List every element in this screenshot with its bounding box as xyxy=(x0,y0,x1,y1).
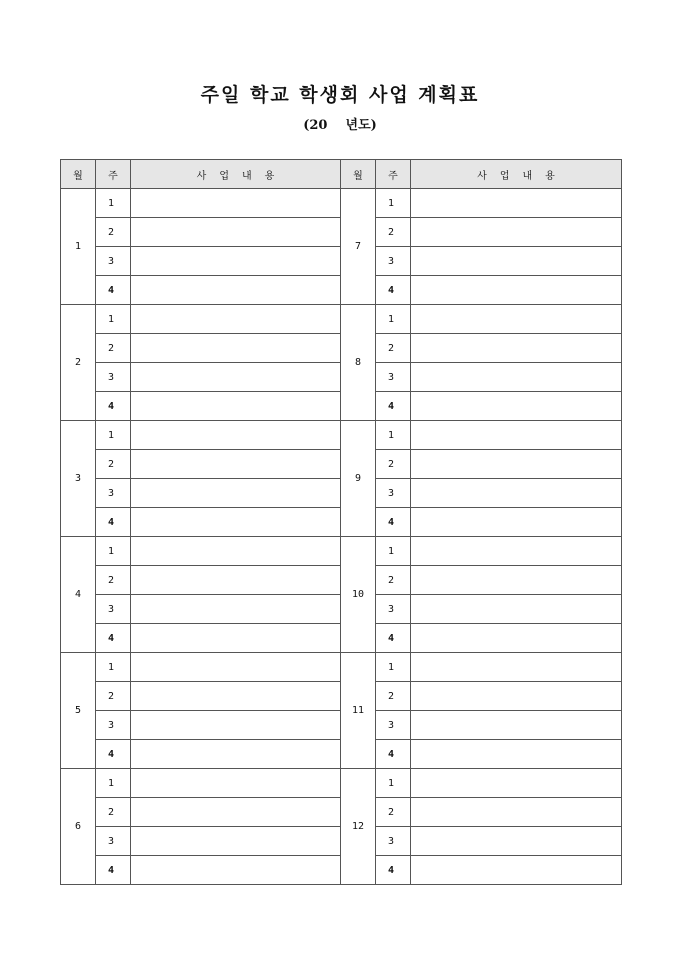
content-cell[interactable] xyxy=(131,769,341,798)
week-cell: 1 xyxy=(96,769,131,798)
week-cell: 1 xyxy=(376,769,411,798)
content-cell[interactable] xyxy=(131,653,341,682)
content-cell[interactable] xyxy=(131,218,341,247)
week-cell: 4 xyxy=(376,856,411,885)
month-cell: 11 xyxy=(341,653,376,769)
content-cell[interactable] xyxy=(131,450,341,479)
week-cell: 3 xyxy=(376,827,411,856)
month-cell: 7 xyxy=(341,189,376,305)
week-cell: 2 xyxy=(376,218,411,247)
content-cell[interactable] xyxy=(131,305,341,334)
week-cell: 2 xyxy=(96,566,131,595)
week-cell: 1 xyxy=(96,189,131,218)
header-row xyxy=(61,160,622,189)
week-cell: 3 xyxy=(96,479,131,508)
content-cell[interactable] xyxy=(411,508,622,537)
month-cell: 6 xyxy=(61,769,96,885)
week-cell: 1 xyxy=(96,537,131,566)
week-cell: 2 xyxy=(376,450,411,479)
week-cell: 2 xyxy=(96,334,131,363)
content-cell[interactable] xyxy=(411,595,622,624)
week-cell: 4 xyxy=(96,624,131,653)
week-cell: 3 xyxy=(376,479,411,508)
month-cell: 1 xyxy=(61,189,96,305)
content-cell[interactable] xyxy=(131,827,341,856)
plan-body xyxy=(61,189,622,885)
week-cell: 3 xyxy=(96,827,131,856)
content-cell[interactable] xyxy=(131,363,341,392)
week-cell: 4 xyxy=(376,276,411,305)
plan-table xyxy=(60,159,622,885)
content-cell[interactable] xyxy=(411,421,622,450)
week-cell: 2 xyxy=(376,566,411,595)
week-cell: 2 xyxy=(96,218,131,247)
content-cell[interactable] xyxy=(411,711,622,740)
week-cell: 1 xyxy=(96,421,131,450)
content-header: 사업내용 xyxy=(411,160,622,189)
content-cell[interactable] xyxy=(131,682,341,711)
content-cell[interactable] xyxy=(411,740,622,769)
content-cell[interactable] xyxy=(131,392,341,421)
content-cell[interactable] xyxy=(411,189,622,218)
content-cell[interactable] xyxy=(131,276,341,305)
content-cell[interactable] xyxy=(131,798,341,827)
content-cell[interactable] xyxy=(411,653,622,682)
content-cell[interactable] xyxy=(131,595,341,624)
month-cell: 10 xyxy=(341,537,376,653)
content-cell[interactable] xyxy=(411,856,622,885)
week-cell: 1 xyxy=(376,189,411,218)
content-cell[interactable] xyxy=(411,276,622,305)
content-cell[interactable] xyxy=(411,450,622,479)
content-cell[interactable] xyxy=(411,392,622,421)
content-cell[interactable] xyxy=(131,508,341,537)
week-cell: 4 xyxy=(376,392,411,421)
content-cell[interactable] xyxy=(411,247,622,276)
table-row xyxy=(61,189,622,218)
content-cell[interactable] xyxy=(411,798,622,827)
table-row xyxy=(61,653,622,682)
week-cell: 2 xyxy=(376,682,411,711)
week-cell: 4 xyxy=(96,392,131,421)
content-cell[interactable] xyxy=(411,305,622,334)
week-header: 주 xyxy=(96,160,131,189)
month-header: 월 xyxy=(341,160,376,189)
week-cell: 1 xyxy=(376,421,411,450)
content-cell[interactable] xyxy=(411,537,622,566)
table-row xyxy=(61,537,622,566)
week-cell: 3 xyxy=(376,247,411,276)
content-cell[interactable] xyxy=(131,334,341,363)
content-cell[interactable] xyxy=(131,566,341,595)
content-cell[interactable] xyxy=(411,334,622,363)
table-row xyxy=(61,769,622,798)
page-title: 주일 학교 학생회 사업 계획표 xyxy=(200,84,480,106)
month-cell: 9 xyxy=(341,421,376,537)
week-header: 주 xyxy=(376,160,411,189)
content-cell[interactable] xyxy=(411,566,622,595)
content-cell[interactable] xyxy=(131,711,341,740)
month-cell: 12 xyxy=(341,769,376,885)
month-cell: 5 xyxy=(61,653,96,769)
week-cell: 3 xyxy=(96,247,131,276)
content-cell[interactable] xyxy=(131,421,341,450)
content-cell[interactable] xyxy=(411,827,622,856)
week-cell: 4 xyxy=(96,508,131,537)
week-cell: 3 xyxy=(376,595,411,624)
week-cell: 1 xyxy=(376,305,411,334)
table-row xyxy=(61,421,622,450)
week-cell: 2 xyxy=(376,334,411,363)
month-cell: 2 xyxy=(61,305,96,421)
content-cell[interactable] xyxy=(411,682,622,711)
content-cell[interactable] xyxy=(411,479,622,508)
week-cell: 3 xyxy=(96,595,131,624)
week-cell: 3 xyxy=(376,711,411,740)
month-header: 월 xyxy=(61,160,96,189)
week-cell: 1 xyxy=(376,653,411,682)
content-cell[interactable] xyxy=(131,856,341,885)
content-cell[interactable] xyxy=(131,479,341,508)
content-cell[interactable] xyxy=(131,624,341,653)
page-subtitle-year: (20 년도) xyxy=(303,118,377,133)
week-cell: 2 xyxy=(96,450,131,479)
content-cell[interactable] xyxy=(131,247,341,276)
week-cell: 4 xyxy=(376,740,411,769)
week-cell: 4 xyxy=(376,508,411,537)
week-cell: 3 xyxy=(96,363,131,392)
month-cell: 4 xyxy=(61,537,96,653)
week-cell: 4 xyxy=(96,276,131,305)
week-cell: 2 xyxy=(96,798,131,827)
week-cell: 2 xyxy=(96,682,131,711)
table-row xyxy=(61,305,622,334)
week-cell: 1 xyxy=(96,305,131,334)
content-cell[interactable] xyxy=(411,624,622,653)
content-cell[interactable] xyxy=(131,740,341,769)
week-cell: 1 xyxy=(376,537,411,566)
week-cell: 4 xyxy=(376,624,411,653)
content-cell[interactable] xyxy=(131,189,341,218)
content-header: 사업내용 xyxy=(131,160,341,189)
week-cell: 4 xyxy=(96,740,131,769)
content-cell[interactable] xyxy=(411,218,622,247)
content-cell[interactable] xyxy=(411,769,622,798)
content-cell[interactable] xyxy=(411,363,622,392)
week-cell: 3 xyxy=(96,711,131,740)
week-cell: 3 xyxy=(376,363,411,392)
content-cell[interactable] xyxy=(131,537,341,566)
week-cell: 2 xyxy=(376,798,411,827)
month-cell: 8 xyxy=(341,305,376,421)
week-cell: 1 xyxy=(96,653,131,682)
month-cell: 3 xyxy=(61,421,96,537)
week-cell: 4 xyxy=(96,856,131,885)
